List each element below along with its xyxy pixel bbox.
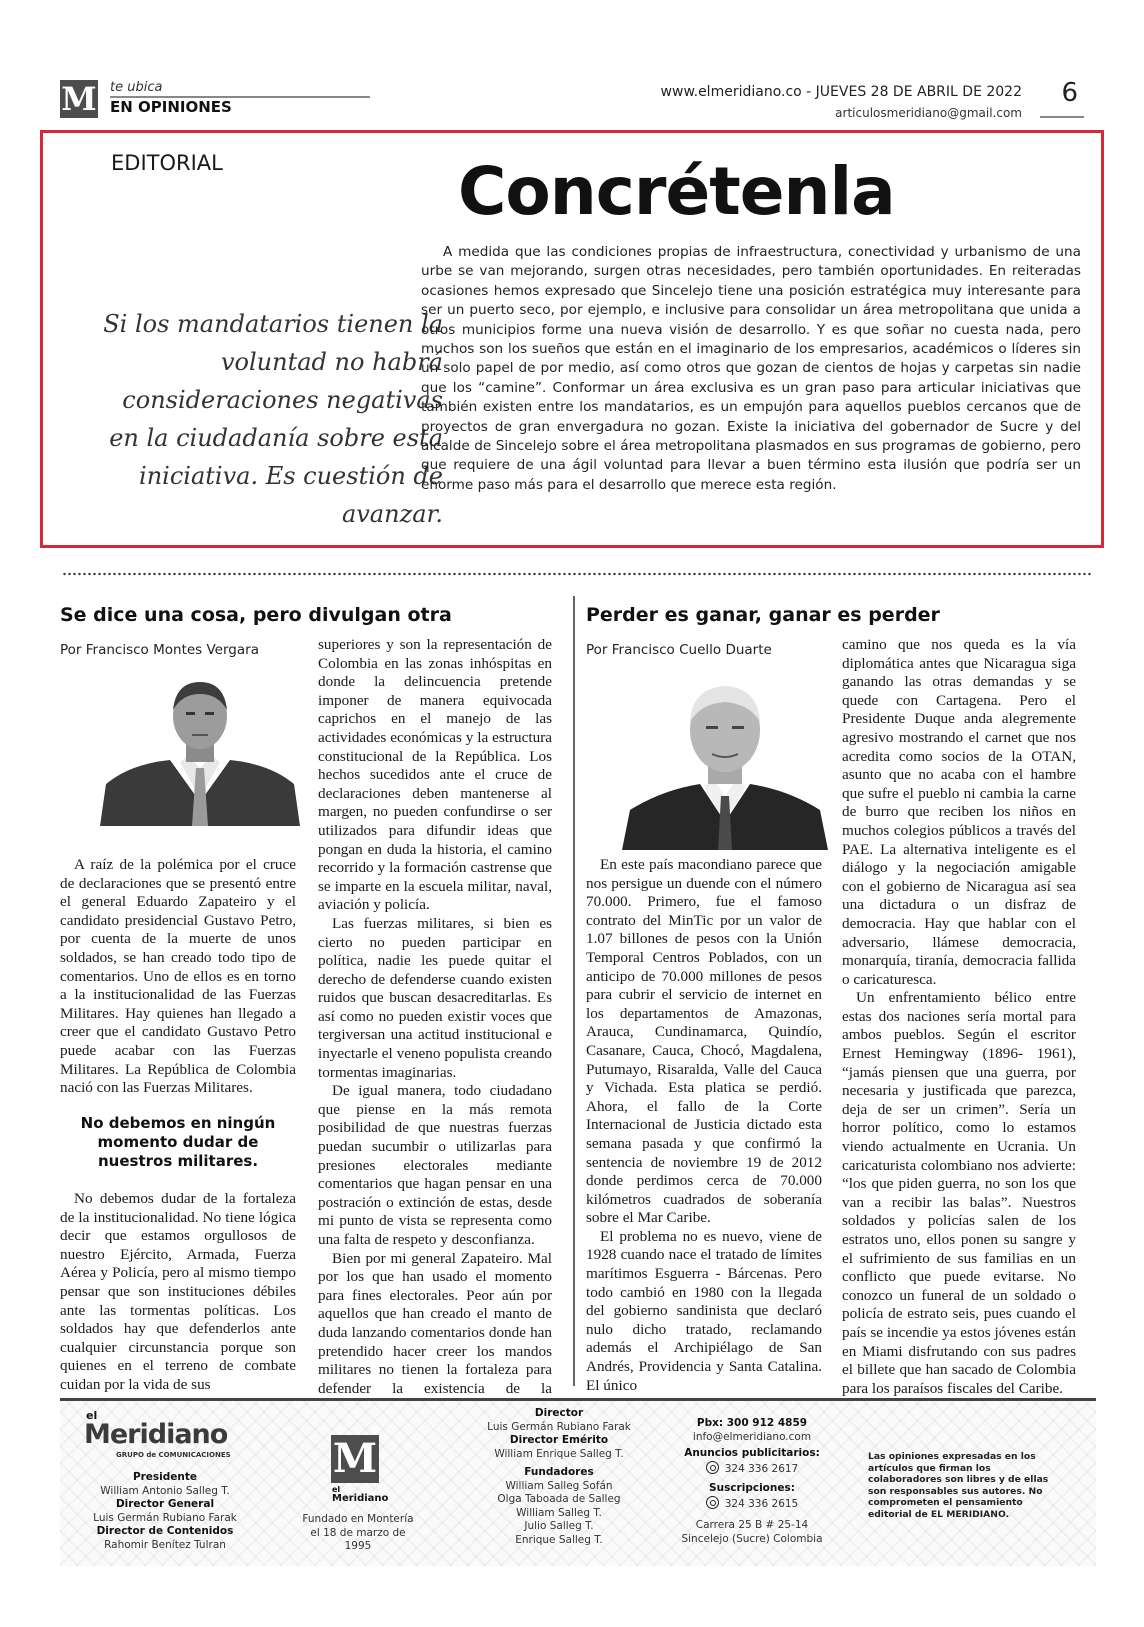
director-emerito-name: William Enrique Salleg T. [494,1447,624,1460]
director-label: Director [534,1407,584,1419]
staff-block-2 [464,1407,654,1547]
editorial-title: Concrétenla [458,153,895,230]
contact-email[interactable]: info@elmeridiano.com [692,1430,812,1443]
suscripciones-phone: 324 336 2615 [724,1497,799,1510]
header-info [661,84,1022,120]
author-photo-montes [100,672,300,826]
suscripciones-label: Suscripciones: [709,1482,795,1494]
page-number: 6 [1061,78,1078,108]
article2-paragraph: El problema no es nuevo, viene de 1928 cuando nace el tratado de límites marítimos Esguerra - Bárcenas. Pero todo cambió en 1980 con la llegada del gobierno sandinista que declaró nulo dicho tratado, reclamando además el Archipiélago de San Andrés, Providencia y Santa Catalina. El único [586,1227,822,1394]
article1-paragraph: Las fuerzas militares, si bien es cierto no pueden participar en política, nadie les puede quitar el derecho de defenderse cuando existen ruidos que buscan desacreditarlas. Es así como no pueden existir voces que tergiversan una actitud institucional e inyectarle el veneno populista creando tormentas imaginarias. [318,914,552,1081]
fundado-line: el 18 de marzo de 1995 [310,1526,406,1552]
contact-block [662,1417,842,1546]
header-email: articulosmeridiano@gmail.com [835,106,1022,120]
fundador-name: William Salleg Sofán [505,1479,613,1492]
page-header [60,76,1084,126]
fundado-line: Fundado en Montería [302,1513,414,1525]
brand-group: GRUPO de COMUNICACIONES [116,1451,231,1459]
article2-paragraph: En este país macondiano parece que nos persigue un duende con el número 70.000. Primero, fue el famoso contrato del MinTic por un valor de 1.07 billones de pesos con la Unión Temporal Centros Poblados, con un anticipo de 70.000 millones de pesos para cubrir el servicio de internet en los departamentos de Amazonas, Arauca, Cundinamarca, Quindío, Casanare, Cauca, Chocó, Magdalena, Putumayo, Risaralda, Valle del Cauca y Vichada. Esta platica se perdió. Ahora, el fallo de la Corte Internacional de Justicia dictado esta semana pasada y que confirmó la sentencia de noviembre 19 de 2012 donde perdimos cerca de 70.000 kilómetros cuadrados de soberanía sobre el Mar Caribe. [586,856,822,1227]
brand-name: Meridiano [84,1419,228,1450]
logo-el: el [332,1485,341,1494]
director-name: Luis Germán Rubiano Farak [487,1420,631,1433]
director-general-label: Director General [115,1498,215,1510]
editorial-quote: Si los mandatarios tienen la voluntad no habrá consideraciones negativas en la ciudadanía sobre esta iniciativa. Es cuestión de avanzar. [103,310,443,528]
article1-paragraph: No debemos dudar de la fortaleza de la institucionalidad. No tiene lógica decir que estamos orgullosos de nuestro Ejército, Armada, Fuerza Aérea y Policía, pero al mismo tiempo pensar que son instituciones débiles ante las tormentas políticas. Los soldados hay que defenderlos ante cualquier circunstancia porque son quienes en el terreno de combate cuidan por la vida de sus [60,1190,296,1393]
fundador-name: Enrique Salleg T. [515,1533,603,1546]
anuncios-label: Anuncios publicitarios: [684,1447,820,1459]
fundadores-label: Fundadores [524,1466,594,1478]
whatsapp-icon [706,1461,719,1474]
article1-title: Se dice una cosa, pero divulgan otra [60,604,452,626]
dotted-separator [62,572,1092,576]
section-name: EN OPINIONES [110,98,232,116]
article1-pullquote: No debemos en ningún momento dudar de nuestros militares. [80,1114,276,1170]
article1-col1-text [60,856,296,1098]
director-general-name: Luis Germán Rubiano Farak [93,1511,237,1524]
article2-paragraph: Un enfrentamiento bélico entre estas dos naciones sería mortal para ambos pueblos. Según el escritor Ernest Hemingway (1896- 1961), “jamás piensen que una guerra, por necesaria y justificada que parezca, deja de ser un crimen”. Sería un horror político, como lo estamos viendo actualmente en Ucrania. Un caricaturista colombiano nos advierte: “los que piden guerra, no son los que van a recibir las balas”. Nuestros soldados y policías salen de los estratos uno, ellos ponen su sangre y el sufrimiento de sus familias en un conflicto que puede evitarse. No conozco un funeral de un soldado o policía de estrato seis, pues cuando el país se incendie ya estos jóvenes están en Miami disfrutando con sus padres el billete que han sacado de Colombia para los paraísos fiscales del Caribe. [842,989,1076,1397]
article1-byline: Por Francisco Montes Vergara [60,642,259,658]
column-divider [573,596,575,1386]
fundador-name: Julio Salleg T. [524,1520,594,1532]
editorial-tag: EDITORIAL [111,151,223,175]
anuncios-phone: 324 336 2617 [724,1462,799,1475]
fundador-name: Olga Taboada de Salleg [497,1493,621,1505]
logo-name: Meridiano [332,1493,389,1504]
disclaimer-note: Las opiniones expresadas en los artículos que firman los colaboradores son libres y de ellas son responsables sus autores. No comprometen el pensamiento editorial de EL MERIDIANO. [868,1451,1049,1520]
section-kicker: te ubica [110,80,163,95]
article2-paragraph: camino que nos queda es la vía diplomática antes que Nicaragua siga ganando las otras demandas y se quede con Cartagena. Pero el Presidente Duque anda alegremente agresivo mostrando el carnet que nos acredita como socios de la OTAN, asunto que no acaba con el hambre que sufre el pueblo ni cambia la carne de burro que reciben los niños en muchos colegios públicos a través del PAE. La alternativa inteligente es el diálogo y la negociación amigable con el gobierno de Nicaragua así sea una dictadura o un disfraz de democracia. Hay que hablar con el adversario, llámese democracia, monarquía, tiranía, democracia fallida o caricaturesca. [842,636,1076,988]
article1-paragraph: superiores y son la representación de Colombia en las zonas inhóspitas en donde la delincuencia pretende imponer de manera equivocada caprichos en el manejo de las actividades económicas y la estructura constitucional de la República. Los hechos sucedidos ante el cruce de declaraciones deben mantenerse al margen, no pueden confundirse o ser utilizados para difundir ideas que pongan en duda la historia, el camino recorrido y la formación castrense que se imparte en la escuela militar, naval, aviación y policía. [318,636,552,914]
article2-col1-text [586,856,822,1395]
fundador-name: William Salleg T. [516,1506,602,1519]
director-contenidos-name: Rahomir Benítez Tulran [104,1538,226,1551]
article1-paragraph: Bien por mi general Zapateiro. Mal por los que han usado el momento para fines electorales. Peor aún por aquellos que han creado el manto de duda lanzando comentarios donde han pretendido hacer creer los mandos militares no tienen la fortaleza para defender la existencia de la [318,1249,552,1397]
address-line: Sincelejo (Sucre) Colombia [681,1532,823,1545]
article2-col2-text [842,636,1076,1398]
article1-paragraph: A raíz de la polémica por el cruce de declaraciones que se presentó entre el general Eduardo Zapateiro y el candidato presidencial Gustavo Petro, por cuenta de la muerte de unos soldados, se han creado todo tipo de comentarios. Uno de ellos es en torno a la institucionalidad de las Fuerzas Militares. Hay quienes han llegado a creer que el candidato Gustavo Petro puede acabar con las Fuerzas Militares. La República de Colombia nació con las Fuerzas Militares. [60,856,296,1097]
article2-title: Perder es ganar, ganar es perder [586,604,940,626]
brand-el: el [86,1409,98,1422]
author-photo-cuello [622,672,828,850]
staff-block-1 [70,1471,260,1552]
address-line: Carrera 25 B # 25-14 [695,1519,809,1531]
editorial-body: A medida que las condiciones propias de infraestructura, conectividad y urbanismo de una urbe se van mejorando, surgen otras necesidades, pero también oportunidades. En reiteradas ocasiones hemos expresado que Sincelejo tiene una posición estratégica muy interesante para ser un puerto seco, por ejemplo, e inclusive para consolidar un área metropolitana que unida a otros municipios forme una nueva visión de desarrollo. Y es que soñar no cuesta nada, pero muchos son los sueños que están en el imaginario de los empresarios, académicos o líderes sin un solo papel de por medio, así como otros que gozan de cientos de hojas y carpetas sin nadie que los “camine”. Conformar un área exclusiva es un gran paso para articular iniciativas que también existen entre los mandatarios, es un empujón para aquellos pueblos cercanos que de proyectos de gran envergadura no gozan. Existe la iniciativa del gobernador de Sucre y del alcalde de Sincelejo sobre el área metropolitana plasmados en sus programas de gobierno, pero que requiere de una ágil voluntad para llevar a buen término esta ilusión que podría ser un enorme paso más para el desarrollo que merece esta región. [421,244,1081,493]
editorial-box [40,130,1104,548]
pbx: Pbx: 300 912 4859 [696,1417,808,1429]
article2-byline: Por Francisco Cuello Duarte [586,642,772,658]
masthead-footer [60,1398,1096,1566]
article1-col2-text [318,636,552,1417]
director-emerito-label: Director Emérito [509,1434,609,1446]
meridiano-logo-icon: M [61,80,97,118]
whatsapp-icon [706,1496,719,1509]
site-and-date: www.elmeridiano.co - JUEVES 28 DE ABRIL DE 2022 [660,84,1022,100]
founded-info [298,1513,418,1554]
director-contenidos-label: Director de Contenidos [96,1525,234,1537]
presidente-name: William Antonio Salleg T. [100,1484,230,1497]
article1-paragraph: De igual manera, todo ciudadano que piense en la más remota posibilidad de que nuestras fuerzas puedan sucumbir o utilizarlas para presiones electorales mediante comentarios que hagan pensar en una postración o extinción de estas, desde mi punto de vista se representa como una falta de respeto y desconfianza. [318,1082,552,1248]
page-number-rule [1040,116,1084,118]
meridiano-logo-icon: M [332,1435,378,1482]
article1-col1b-text [60,1190,296,1395]
presidente-label: Presidente [132,1471,198,1483]
